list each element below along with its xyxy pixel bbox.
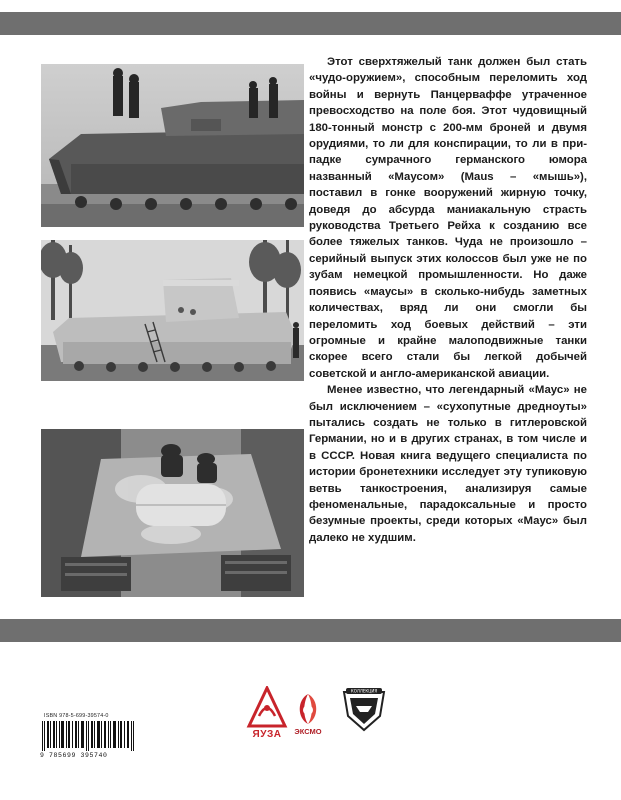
isbn-barcode-block	[40, 713, 140, 763]
photo-maus-in-forest	[41, 240, 304, 381]
tank-photo-1-image	[41, 64, 304, 227]
photo-camouflaged-tank	[41, 429, 304, 597]
collection-emblem-icon	[338, 686, 390, 734]
photo-maus-prototype	[41, 64, 304, 227]
yauza-logo-icon	[245, 686, 289, 734]
bottom-gray-band	[0, 619, 621, 642]
blurb-paragraph-1: Этот сверхтяжелый танк должен был стать «чудо-оружием», способным переломить ход войны и вернуть Панцерваффе утраченное превосходство на поле боя. Этот чудовищный 180-тонный монстр с 200-мм броней и двумя орудиями, то ли для конспирации, то ли в припадке сумрачного германского юмора названный «Маусом» (Maus – «мышь»), поставил в гонке вооружений жирную точку, доведя до абсурда маниакальную страсть руководства Третьего Рейха к созданию все более тяжелых танков. Чуда не произошло – серийный выпуск этих колоссов был уже не по зубам немецкой промышленности. Но даже появись «маусы» в сколько-нибудь заметных количествах, вряд ли они смогли бы переломить ход боевых действий – эти огромные и крайне малоподвижные танки скорее всего стали бы легкой добычей советской и англо-американской авиации.	[309, 56, 587, 380]
top-gray-band	[0, 12, 621, 35]
barcode-digits: 9 785699 395740	[40, 752, 108, 759]
blurb-text-column	[309, 54, 587, 546]
blurb-paragraph-2: Менее известно, что легендарный «Маус» не был исключением – «сухопутные дредноуты» пытались создать не только в гитлеровской Германии, но и в других странах, в том числе и в СССР. Новая книга ведущего специалиста по истории бронетехники исследует эту тупиковую ветвь танкостроения, анализируя самые феноменальные, парадоксальные и просто безумные проекты, среди которых «Маус» был далеко не худшим.	[309, 384, 587, 544]
barcode-icon	[40, 721, 140, 751]
yauza-logo-label: ЯУЗА	[252, 729, 282, 740]
isbn-number: ISBN 978-5-699-39574-0	[44, 713, 109, 719]
svg-text:КОЛЛЕКЦИЯ: КОЛЛЕКЦИЯ	[350, 688, 378, 694]
tank-photo-3-image	[41, 429, 304, 597]
eksmo-logo-label: ЭКСМО	[294, 727, 322, 736]
tank-photo-2-image	[41, 240, 304, 381]
